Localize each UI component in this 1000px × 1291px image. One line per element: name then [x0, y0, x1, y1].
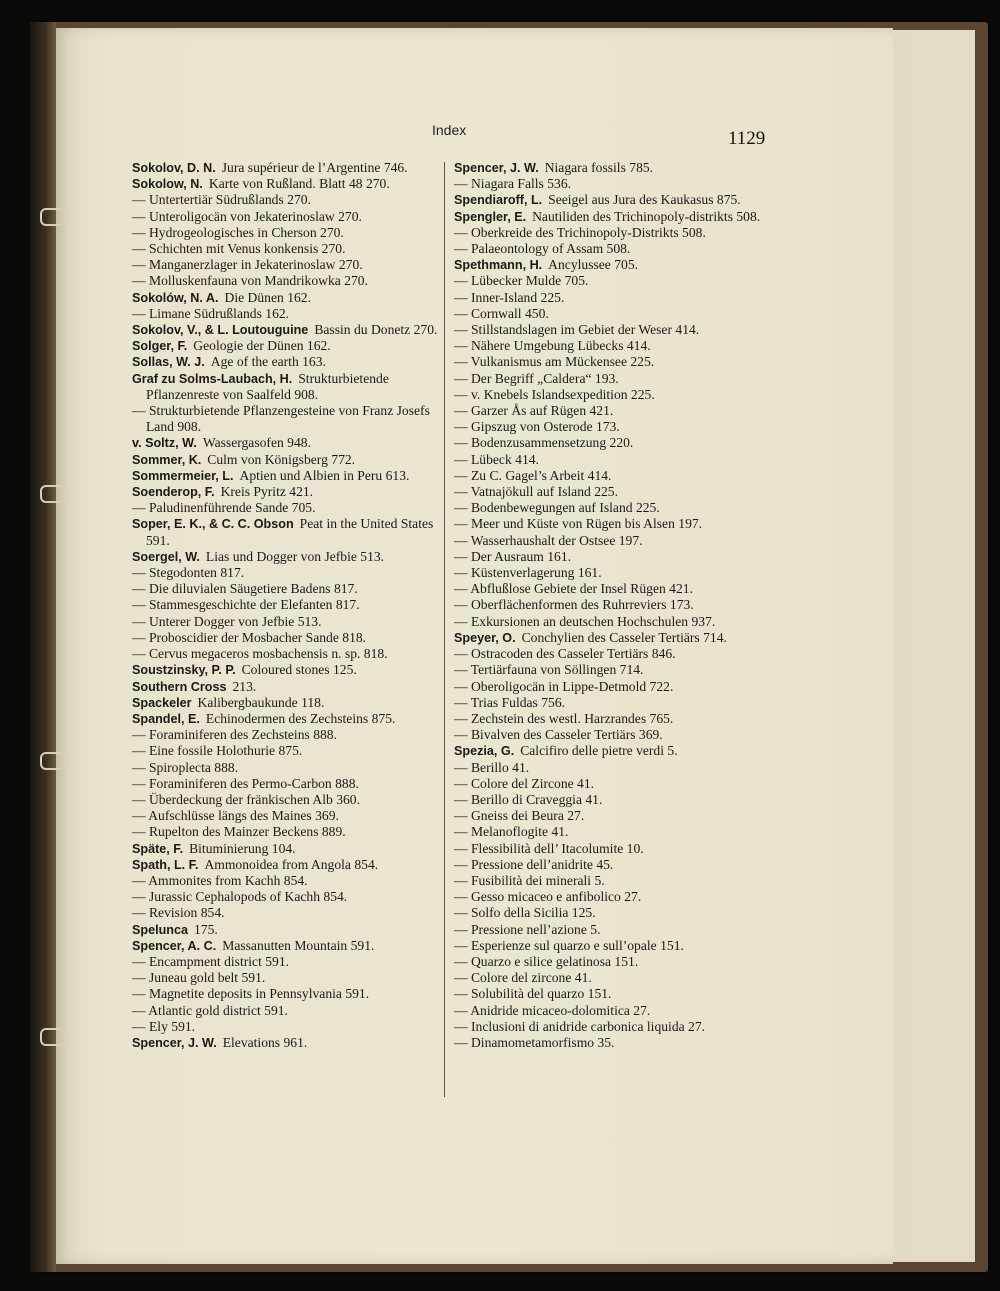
index-entry [132, 500, 450, 516]
entry-text: — Palaeontology of Assam 508. [454, 241, 631, 257]
index-entry [132, 743, 450, 759]
index-entry [132, 662, 450, 678]
entry-text: Geologie der Dünen 162. [193, 338, 331, 354]
index-entry [132, 516, 450, 548]
entry-text: — Colore del Zircone 41. [454, 775, 595, 791]
index-entry [454, 516, 772, 532]
index-entry [454, 873, 772, 889]
entry-text: — Abflußlose Gebiete der Insel Rügen 421. [454, 581, 693, 597]
index-entry [454, 468, 772, 484]
entry-text: Jura supérieur de l’Argentine 746. [221, 160, 408, 175]
index-entry [454, 679, 772, 695]
column-divider [444, 162, 445, 1097]
entry-text: Culm von Königsberg 772. [207, 451, 356, 467]
index-entry [132, 727, 450, 743]
entry-author: Spelunca [132, 922, 188, 937]
index-entry [132, 646, 450, 662]
entry-text: Age of the earth 163. [210, 354, 326, 370]
entry-author: Spencer, J. W. [132, 1035, 217, 1050]
entry-text: — Bodenzusammensetzung 220. [454, 435, 634, 451]
entry-text: — Unterer Dogger von Jefbie 513. [132, 613, 322, 629]
index-entry [454, 209, 772, 225]
entry-text: Seeigel aus Jura des Kaukasus 875. [548, 192, 741, 208]
entry-author: Späte, F. [132, 841, 184, 856]
entry-text: — Stillstandslagen im Gebiet der Weser 414. [454, 322, 700, 338]
entry-text: — Oberoligocän in Lippe-Detmold 722. [454, 678, 674, 694]
index-entry [454, 986, 772, 1002]
entry-text: Calcifiro delle pietre verdi 5. [520, 743, 678, 759]
entry-text: — Pressione nell’azione 5. [454, 921, 601, 937]
index-entry [132, 452, 450, 468]
entry-text: — v. Knebels Islandsexpedition 225. [454, 386, 655, 402]
entry-text: — Gneiss dei Beura 27. [454, 808, 585, 824]
index-entry [132, 938, 450, 954]
index-entry [454, 792, 772, 808]
entry-text: — Molluskenfauna von Mandrikowka 270. [132, 273, 368, 289]
entry-text: — Wasserhaushalt der Ostsee 197. [454, 532, 643, 548]
entry-author: Graf zu Solms-Laubach, H. [132, 371, 293, 386]
index-entry [132, 273, 450, 289]
index-entry [454, 160, 772, 176]
entry-text: — Paludinenführende Sande 705. [132, 500, 316, 516]
binding-stitch [40, 752, 66, 770]
index-entry [132, 1019, 450, 1035]
index-entry [454, 646, 772, 662]
entry-text: — Exkursionen an deutschen Hochschulen 937. [454, 613, 716, 629]
index-entry [454, 371, 772, 387]
entry-author: Soper, E. K., & C. C. Obson [132, 517, 294, 532]
entry-text: Bituminierung 104. [189, 840, 296, 856]
entry-text: Die Dünen 162. [224, 289, 311, 305]
index-entry [132, 435, 450, 451]
index-entry [132, 792, 450, 808]
entry-text: Nautiliden des Trichinopoly-distrikts 508. [532, 208, 761, 224]
index-entry [132, 565, 450, 581]
entry-text: — Colore del zircone 41. [454, 970, 592, 986]
index-entry [454, 614, 772, 630]
entry-text: — Aufschlüsse längs des Maines 369. [132, 808, 339, 824]
index-entry [132, 468, 450, 484]
entry-text: — Berillo di Craveggia 41. [454, 791, 603, 807]
index-entry [454, 1019, 772, 1035]
index-entry [454, 241, 772, 257]
index-entry [132, 403, 450, 435]
index-entry [132, 695, 450, 711]
index-entry [132, 1035, 450, 1051]
entry-text: — Bodenbewegungen auf Island 225. [454, 500, 660, 516]
entry-text: — Solubilità del quarzo 151. [454, 986, 612, 1002]
entry-text: Ancylussee 705. [548, 257, 639, 273]
entry-text: Wassergasofen 948. [202, 435, 311, 451]
entry-text: — Melanoflogite 41. [454, 824, 569, 840]
entry-author: Spandel, E. [132, 711, 200, 726]
index-entry [132, 581, 450, 597]
index-entry [132, 338, 450, 354]
entry-author: Spendiaroff, L. [454, 193, 543, 208]
entry-text: — Quarzo e silice gelatinosa 151. [454, 953, 639, 969]
index-entry [454, 727, 772, 743]
entry-text: — Spiroplecta 888. [132, 759, 239, 775]
entry-author: Spencer, J. W. [454, 161, 539, 175]
entry-text: Peat in the United States 591. [146, 516, 434, 548]
entry-author: Speyer, O. [454, 630, 516, 645]
index-entry [454, 273, 772, 289]
entry-text: Echinodermen des Zechsteins 875. [205, 710, 396, 726]
entry-text: — Juneau gold belt 591. [132, 970, 266, 986]
entry-text: — Rupelton des Mainzer Beckens 889. [132, 824, 346, 840]
entry-text: — Berillo 41. [454, 759, 530, 775]
binding-stitch [40, 1028, 66, 1046]
index-entry [132, 192, 450, 208]
index-entry [454, 760, 772, 776]
entry-author: Sokolov, V., & L. Loutouguine [132, 323, 309, 338]
index-entry [454, 500, 772, 516]
entry-text: Aptien und Albien in Peru 613. [239, 467, 410, 483]
entry-text: — Oberkreide des Trichinopoly-Distrikts 508. [454, 224, 706, 240]
entry-text: — Foraminiferen des Permo-Carbon 888. [132, 775, 359, 791]
entry-text: — Tertiärfauna von Söllingen 714. [454, 662, 644, 678]
entry-text: — Vatnajökull auf Island 225. [454, 484, 618, 500]
index-entry [132, 354, 450, 370]
index-entry [132, 1003, 450, 1019]
index-entry [454, 905, 772, 921]
entry-text: Strukturbietende Pflanzenreste von Saalfeld 908. [146, 370, 389, 402]
entry-text: — Der Begriff „Caldera“ 193. [454, 370, 619, 386]
entry-author: Spengler, E. [454, 209, 527, 224]
index-entry [132, 857, 450, 873]
entry-text: — Limane Südrußlands 162. [132, 305, 290, 321]
entry-text: Kalibergbaukunde 118. [197, 694, 325, 710]
entry-author: Soenderop, F. [132, 485, 215, 500]
entry-text: Coloured stones 125. [241, 662, 357, 678]
index-entry [454, 1003, 772, 1019]
entry-text: Niagara fossils 785. [544, 160, 654, 175]
index-entry [454, 824, 772, 840]
index-entry [132, 225, 450, 241]
entry-text: — Magnetite deposits in Pennsylvania 591. [132, 986, 370, 1002]
index-entry [132, 889, 450, 905]
entry-author: Soergel, W. [132, 549, 200, 564]
index-entry [454, 597, 772, 613]
index-entry [454, 549, 772, 565]
index-column-right [454, 160, 772, 1051]
index-entry [132, 824, 450, 840]
index-entry [454, 290, 772, 306]
entry-text: Ammonoidea from Angola 854. [204, 856, 379, 872]
entry-text: Conchylien des Casseler Tertiärs 714. [521, 629, 727, 645]
entry-text: — Zechstein des westl. Harzrandes 765. [454, 710, 674, 726]
index-entry [454, 711, 772, 727]
index-entry [454, 938, 772, 954]
index-entry [454, 322, 772, 338]
index-entry [454, 922, 772, 938]
index-entry [132, 776, 450, 792]
index-entry [454, 338, 772, 354]
index-entry [132, 322, 450, 338]
index-entry [132, 209, 450, 225]
index-entry [132, 905, 450, 921]
index-entry [454, 857, 772, 873]
entry-author: Spackeler [132, 695, 192, 710]
index-entry [132, 549, 450, 565]
entry-text: — Ely 591. [132, 1018, 196, 1034]
index-entry [132, 241, 450, 257]
entry-text: — Atlantic gold district 591. [132, 1002, 288, 1018]
index-entry [454, 695, 772, 711]
entry-text: — Zu C. Gagel’s Arbeit 414. [454, 467, 612, 483]
entry-text: — Untertertiär Südrußlands 270. [132, 192, 311, 208]
index-entry [132, 841, 450, 857]
index-entry [132, 760, 450, 776]
index-entry [132, 597, 450, 613]
index-entry [454, 257, 772, 273]
index-entry [454, 306, 772, 322]
index-entry [132, 160, 450, 176]
entry-text: — Cervus megaceros mosbachensis n. sp. 818. [132, 646, 388, 662]
index-entry [132, 970, 450, 986]
entry-text: — Hydrogeologisches in Cherson 270. [132, 224, 344, 240]
index-entry [454, 484, 772, 500]
entry-text: — Anidride micaceo-dolomitica 27. [454, 1002, 651, 1018]
index-entry [132, 711, 450, 727]
entry-text: Kreis Pyritz 421. [220, 484, 314, 500]
entry-text: 213. [232, 678, 257, 694]
entry-text: — Inclusioni di anidride carbonica liquida 27. [454, 1018, 706, 1034]
entry-text: — Unteroligocän von Jekaterinoslaw 270. [132, 208, 362, 224]
index-entry [132, 922, 450, 938]
index-entry [454, 533, 772, 549]
index-entry [454, 435, 772, 451]
index-entry [454, 225, 772, 241]
entry-text: — Lübecker Mulde 705. [454, 273, 589, 289]
index-entry [132, 306, 450, 322]
index-entry [454, 403, 772, 419]
entry-text: — Die diluvialen Säugetiere Badens 817. [132, 581, 358, 597]
entry-author: Solger, F. [132, 339, 188, 354]
entry-text: — Fusibilità dei minerali 5. [454, 872, 605, 888]
page-number: 1129 [728, 128, 766, 149]
index-entry [132, 290, 450, 306]
entry-text: — Pressione dell’anidrite 45. [454, 856, 614, 872]
entry-author: Sollas, W. J. [132, 355, 205, 370]
entry-text: — Proboscidier der Mosbacher Sande 818. [132, 629, 367, 645]
entry-text: — Jurassic Cephalopods of Kachh 854. [132, 889, 348, 905]
index-column-left [132, 160, 450, 1051]
index-entry [132, 257, 450, 273]
index-entry [454, 581, 772, 597]
entry-author: Spethmann, H. [454, 258, 543, 273]
index-entry [132, 484, 450, 500]
index-entry [454, 630, 772, 646]
index-entry [454, 387, 772, 403]
entry-author: Soustzinsky, P. P. [132, 663, 236, 678]
index-entry [132, 679, 450, 695]
entry-text: — Nähere Umgebung Lübecks 414. [454, 338, 651, 354]
entry-text: — Revision 854. [132, 905, 225, 921]
index-entry [132, 630, 450, 646]
entry-author: Southern Cross [132, 679, 227, 694]
entry-text: Elevations 961. [222, 1034, 308, 1050]
entry-text: — Trias Fuldas 756. [454, 694, 566, 710]
entry-author: Sommermeier, L. [132, 468, 234, 483]
entry-text: — Niagara Falls 536. [454, 176, 572, 192]
index-entry [454, 743, 772, 759]
entry-text: Karte von Rußland. Blatt 48 270. [208, 176, 390, 192]
entry-author: Spath, L. F. [132, 857, 199, 872]
index-entry [132, 176, 450, 192]
entry-text: — Ammonites from Kachh 854. [132, 872, 308, 888]
index-entry [132, 808, 450, 824]
index-entry [454, 889, 772, 905]
entry-text: — Lübeck 414. [454, 451, 539, 467]
entry-author: Spezia, G. [454, 744, 515, 759]
entry-text: — Strukturbietende Pflanzengesteine von Franz Josefs Land 908. [132, 403, 430, 435]
index-entry [454, 176, 772, 192]
entry-text: — Flessibilità dell’ Itacolumite 10. [454, 840, 644, 856]
entry-author: Spencer, A. C. [132, 938, 217, 953]
entry-text: — Oberflächenformen des Ruhrreviers 173. [454, 597, 694, 613]
entry-text: — Meer und Küste von Rügen bis Alsen 197. [454, 516, 703, 532]
entry-author: Sokolov, D. N. [132, 161, 216, 175]
entry-text: — Eine fossile Holothurie 875. [132, 743, 303, 759]
entry-author: v. Soltz, W. [132, 436, 197, 451]
entry-author: Sommer, K. [132, 452, 202, 467]
index-entry [132, 873, 450, 889]
entry-text: — Inner-Island 225. [454, 289, 565, 305]
entry-text: — Ostracoden des Casseler Tertiärs 846. [454, 646, 676, 662]
entry-author: Sokolów, N. A. [132, 290, 219, 305]
entry-text: — Dinamometamorfismo 35. [454, 1034, 615, 1050]
entry-text: — Schichten mit Venus konkensis 270. [132, 241, 346, 257]
entry-text: Bassin du Donetz 270. [314, 322, 438, 338]
index-entry [454, 452, 772, 468]
entry-text: — Vulkanismus am Mückensee 225. [454, 354, 655, 370]
index-entry [132, 954, 450, 970]
entry-text: — Überdeckung der fränkischen Alb 360. [132, 791, 361, 807]
index-entry [132, 371, 450, 403]
index-entry [454, 565, 772, 581]
entry-text: — Gesso micaceo e anfibolico 27. [454, 889, 642, 905]
index-entry [132, 986, 450, 1002]
entry-text: — Manganerzlager in Jekaterinoslaw 270. [132, 257, 363, 273]
entry-text: — Der Ausraum 161. [454, 548, 572, 564]
entry-text: — Cornwall 450. [454, 305, 549, 321]
index-entry [454, 841, 772, 857]
entry-text: — Garzer Ås auf Rügen 421. [454, 403, 614, 419]
entry-text: — Encampment district 591. [132, 953, 290, 969]
index-entry [454, 970, 772, 986]
index-entry [454, 808, 772, 824]
binding-stitch [40, 485, 66, 503]
index-entry [454, 776, 772, 792]
entry-text: — Küstenverlagerung 161. [454, 565, 602, 581]
entry-text: Lias und Dogger von Jefbie 513. [205, 548, 385, 564]
entry-text: 175. [194, 921, 218, 937]
index-entry [132, 614, 450, 630]
entry-text: — Stegodonten 817. [132, 565, 245, 581]
entry-text: — Gipszug von Osterode 173. [454, 419, 620, 435]
running-head: Index [432, 122, 467, 138]
index-entry [454, 419, 772, 435]
index-entry [454, 354, 772, 370]
entry-text: — Stammesgeschichte der Elefanten 817. [132, 597, 360, 613]
entry-author: Sokolow, N. [132, 177, 203, 192]
entry-text: — Bivalven des Casseler Tertiärs 369. [454, 727, 663, 743]
index-entry [454, 954, 772, 970]
entry-text: Massanutten Mountain 591. [222, 937, 375, 953]
index-entry [454, 662, 772, 678]
index-entry [454, 192, 772, 208]
binding-stitch [40, 208, 66, 226]
entry-text: — Esperienze sul quarzo e sull’opale 151. [454, 937, 684, 953]
entry-text: — Solfo della Sicilia 125. [454, 905, 596, 921]
entry-text: — Foraminiferen des Zechsteins 888. [132, 727, 337, 743]
index-entry [454, 1035, 772, 1051]
